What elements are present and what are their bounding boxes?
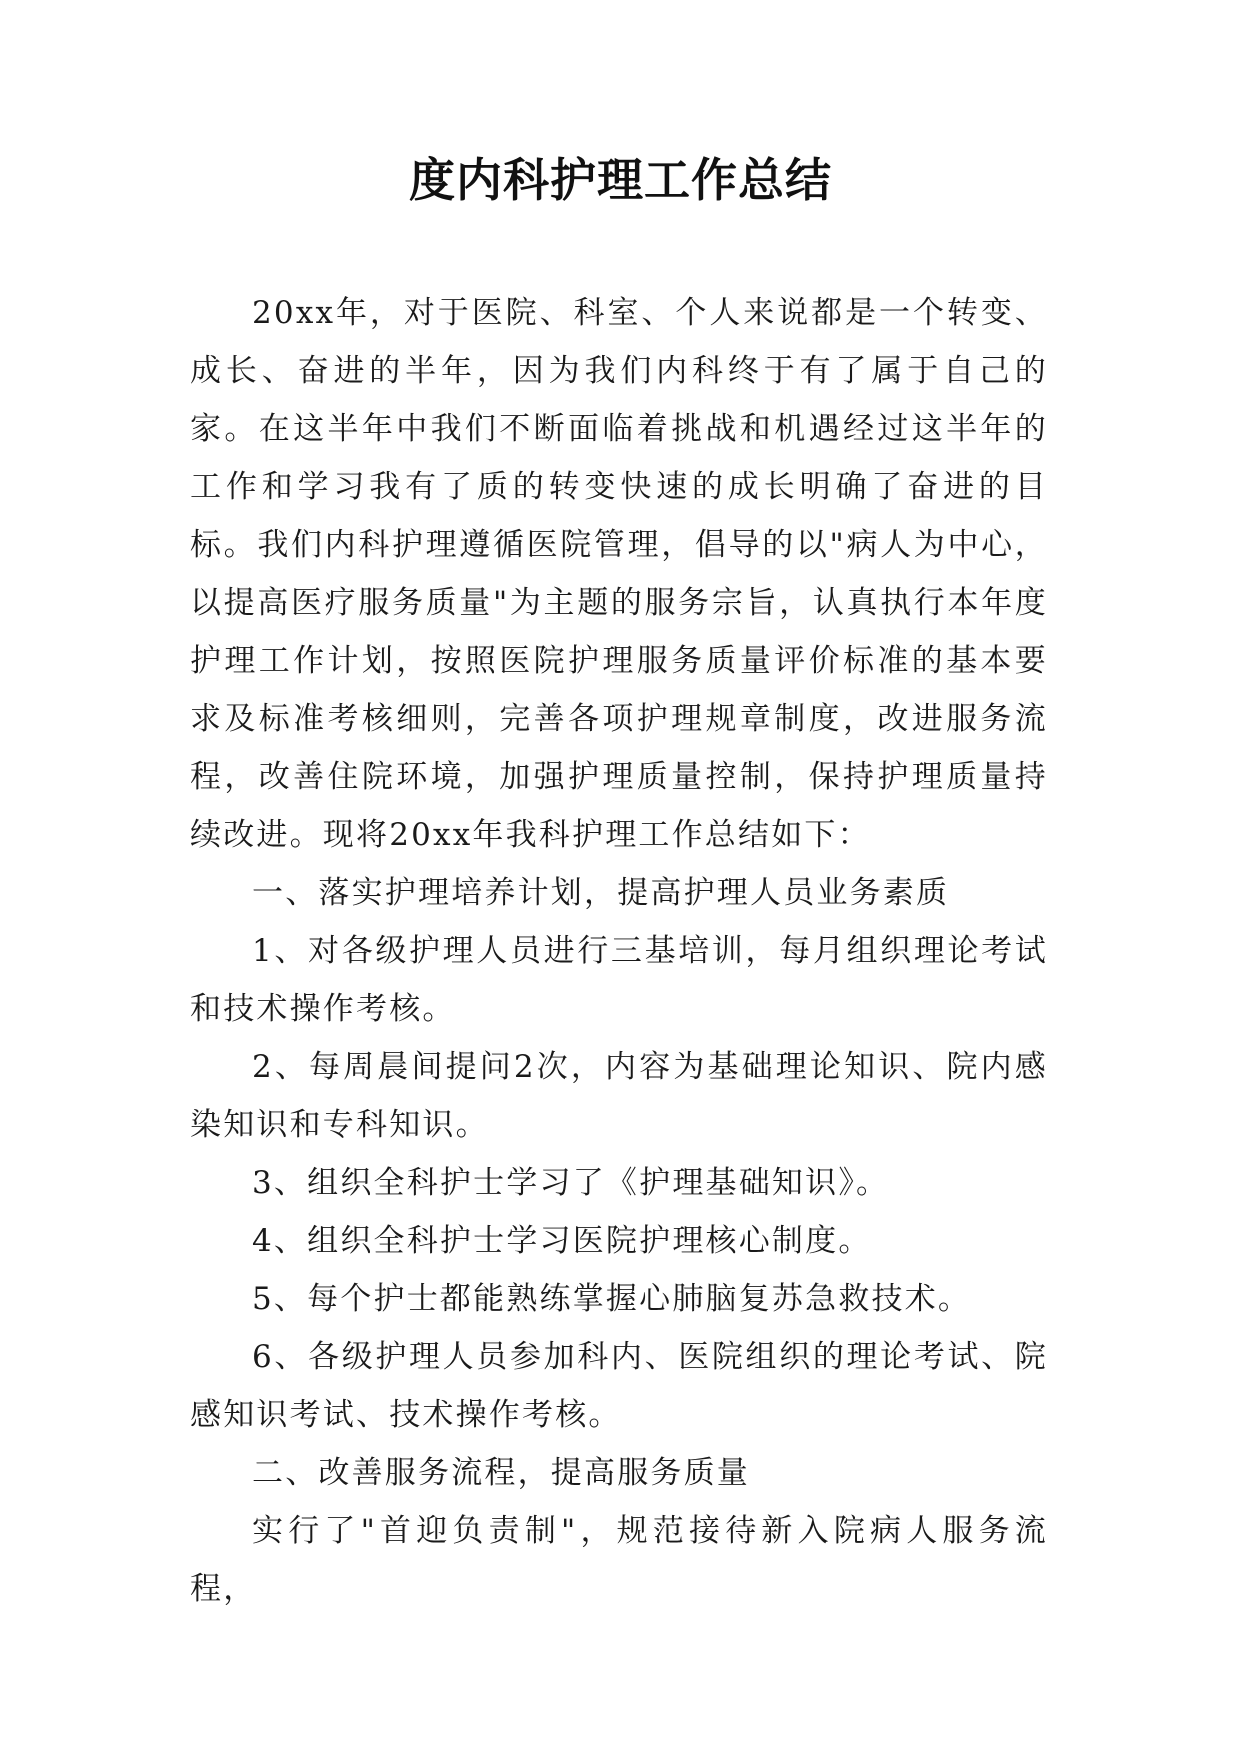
intro-paragraph: 20xx年，对于医院、科室、个人来说都是一个转变、成长、奋进的半年，因为我们内科终于有了属于自己的家。在这半年中我们不断面临着挑战和机遇经过这半年的工作和学习我有了质的转变快速的成长明确了奋进的目标。我们内科护理遵循医院管理，倡导的以"病人为中心，以提高医疗服务质量"为主题的服务宗旨，认真执行本年度护理工作计划，按照医院护理服务质量评价标准的基本要求及标准考核细则，完善各项护理规章制度，改进服务流程，改善住院环境，加强护理质量控制，保持护理质量持续改进。现将20xx年我科护理工作总结如下： <box>190 295 1048 853</box>
list-item-6: 6、各级护理人员参加科内、医院组织的理论考试、院感知识考试、技术操作考核。 <box>190 1339 1048 1433</box>
list-item-4: 4、组织全科护士学习医院护理核心制度。 <box>252 1223 872 1259</box>
section-heading-1: 一、落实护理培养计划，提高护理人员业务素质 <box>252 875 950 911</box>
list-item-2: 2、每周晨间提问2次，内容为基础理论知识、院内感染知识和专科知识。 <box>190 1049 1048 1143</box>
document-body <box>190 284 1048 1618</box>
list-item-5: 5、每个护士都能熟练掌握心肺脑复苏急救技术。 <box>252 1281 972 1317</box>
section-heading-2: 二、改善服务流程，提高服务质量 <box>252 1455 750 1491</box>
document-title: 度内科护理工作总结 <box>409 153 832 207</box>
list-item-3: 3、组织全科护士学习了《护理基础知识》。 <box>252 1165 890 1201</box>
list-item-1: 1、对各级护理人员进行三基培训，每月组织理论考试和技术操作考核。 <box>190 933 1048 1027</box>
section-2-paragraph: 实行了"首迎负责制"，规范接待新入院病人服务流程， <box>190 1513 1048 1607</box>
